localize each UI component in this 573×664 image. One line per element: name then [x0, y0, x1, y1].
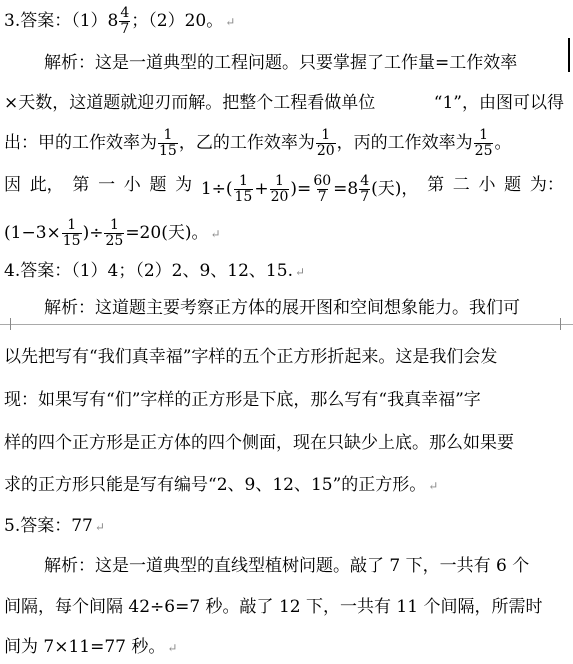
- q4-explain-line-2: 以先把写有“我们真幸福”字样的五个正方形折起来。这是我们会发: [4, 347, 498, 367]
- frac-num: 1: [67, 217, 77, 233]
- q5-answer: [4, 515, 105, 538]
- frac-1-25: [104, 218, 124, 249]
- frac-num: 1: [109, 217, 119, 233]
- paragraph-mark-icon: ↵: [210, 227, 221, 241]
- paragraph-mark-icon: ↵: [225, 15, 236, 29]
- paragraph-mark-icon: ↵: [294, 265, 306, 279]
- q4-answer: [4, 260, 305, 283]
- frac-num: 1: [321, 127, 331, 143]
- word: 为：: [529, 175, 564, 195]
- frac-1-15: [234, 174, 254, 205]
- q3-answer-head: 3.答案：（1）8: [4, 11, 119, 31]
- frac-den: 25: [474, 143, 493, 159]
- eq-part: (1−3×: [4, 223, 61, 243]
- frac-num: 4: [120, 5, 130, 21]
- q4-explain-line-5: [4, 474, 438, 497]
- frac-1-15: [62, 218, 82, 249]
- q5-answer-head: 5.答案：77: [4, 516, 93, 536]
- q4-answer-head: 4.答案：（1）4；（2）2、9、12、15.: [4, 261, 293, 281]
- eq-part: )=: [290, 179, 312, 199]
- q3-explain-line-1: 解析：这是一道典型的工程问题。只要掌握了工作量=工作效率: [44, 53, 518, 73]
- frac-1-20: [270, 174, 290, 205]
- frac-num: 60: [313, 173, 332, 189]
- page-break-line: [0, 324, 573, 325]
- word: 第: [427, 175, 445, 195]
- q5-explain-line-2: 间隔，每个间隔 42÷6=7 秒。敲了 12 下，一共有 11 个间隔，所需时: [4, 597, 543, 617]
- q4-explain-line-1: 解析：这道题主要考察正方体的展开图和空间想象能力。我们可: [44, 298, 520, 318]
- page-corner-mark: [560, 318, 569, 330]
- q3-explain-line-2: [4, 92, 564, 114]
- eq-part: )÷: [82, 223, 104, 243]
- q3-l4-d: 。: [494, 133, 512, 153]
- frac-num: 1: [275, 173, 284, 189]
- frac-den: 15: [159, 143, 177, 159]
- eq-part: =8: [333, 179, 359, 199]
- q3-l4-a: 出：甲的工作效率为: [4, 133, 157, 153]
- frac-den: 15: [62, 233, 81, 249]
- paragraph-mark-icon: ↵: [428, 479, 439, 493]
- q3-l3-b: “1”，由图可以得: [433, 93, 564, 113]
- q3-l3-a: ×天数，这道题就迎刃而解。把整个工程看做单位: [4, 93, 376, 113]
- frac-den: 7: [317, 189, 327, 205]
- frac-den: 7: [360, 189, 370, 205]
- frac-num: 1: [238, 173, 248, 189]
- frac-60-7: [312, 174, 332, 205]
- frac-num: 1: [163, 127, 173, 143]
- q3-ans1-frac: [119, 6, 130, 37]
- q5-explain-line-1: 解析：这是一道典型的直线型植树问题。敲了 7 下，一共有 6 个: [44, 556, 530, 576]
- frac-bing: [474, 128, 494, 159]
- word: 因: [4, 175, 21, 195]
- paragraph-mark-icon: ↵: [167, 641, 178, 655]
- q3-explain-line-3: [4, 128, 511, 159]
- q5-explain-line-3: [4, 636, 177, 659]
- q3-equation-1: [201, 174, 419, 205]
- word: 一: [98, 175, 116, 195]
- frac-den: 25: [105, 233, 124, 249]
- frac-num: 4: [360, 173, 370, 189]
- eq-part: =20(天)。: [125, 223, 209, 243]
- q3-answer-tail: ；（2）20。: [131, 11, 224, 31]
- text-cursor: [568, 38, 570, 72]
- q4-explain-line-4: 样的四个正方形是正方体的四个侧面，现在只缺少上底。那么如果要: [4, 433, 514, 453]
- q3-answer: [4, 6, 235, 37]
- frac-den: 7: [120, 21, 130, 37]
- frac-4-7: [359, 174, 370, 205]
- word: 题: [149, 175, 167, 195]
- eq-part: 1÷(: [200, 179, 233, 199]
- q4-l6-text: 求的正方形只能是写有编号“2、9、12、15”的正方形。: [4, 475, 427, 495]
- word: 小: [478, 175, 496, 195]
- word: 小: [123, 175, 141, 195]
- word: 为: [175, 175, 193, 195]
- frac-jia: [158, 128, 178, 159]
- q3-explain-line-4: [4, 174, 564, 205]
- paragraph-mark-icon: ↵: [94, 520, 105, 534]
- q3-l4-c: ，丙的工作效率为: [336, 133, 473, 153]
- word: 题: [504, 175, 522, 195]
- word: 此，: [29, 175, 64, 195]
- word: 二: [452, 175, 470, 195]
- frac-num: 1: [479, 127, 489, 143]
- q3-equation-2: [4, 218, 221, 249]
- eq-part: +: [254, 179, 269, 199]
- q5-l4-text: 间为 7×11=77 秒。: [4, 637, 166, 657]
- page-corner-mark: [2, 318, 11, 330]
- q4-explain-line-3: 现：如果写有“们”字样的正方形是下底，那么写有“我真幸福”字: [4, 390, 481, 410]
- frac-den: 15: [234, 189, 253, 205]
- frac-yi: [316, 128, 336, 159]
- frac-den: 20: [270, 189, 289, 205]
- word: 第: [72, 175, 90, 195]
- eq-part: (天)，: [371, 179, 419, 199]
- q3-l4-b: ，乙的工作效率为: [178, 133, 315, 153]
- frac-den: 20: [316, 143, 335, 159]
